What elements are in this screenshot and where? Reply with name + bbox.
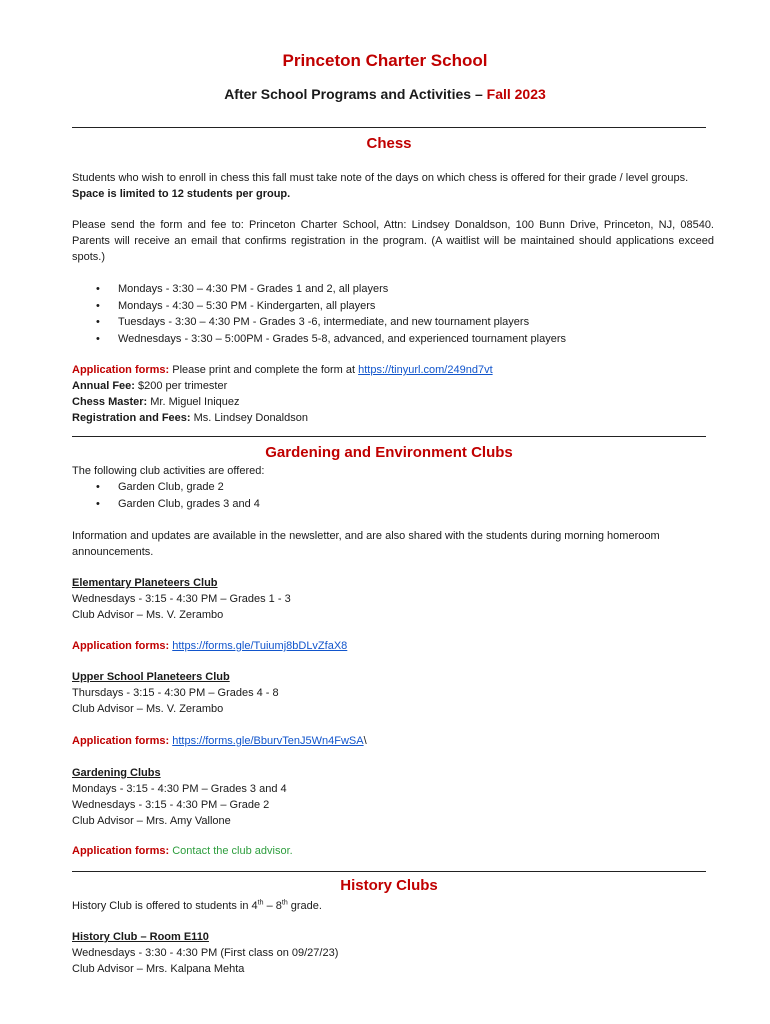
subtitle-main: After School Programs and Activities – xyxy=(224,86,487,102)
bullet-icon: • xyxy=(96,316,100,328)
subtitle-term: Fall 2023 xyxy=(486,86,546,102)
page-subtitle xyxy=(0,84,770,104)
history-club-time: Wednesdays - 3:30 - 4:30 PM (First class on 09/27/23) xyxy=(72,947,339,959)
elementary-app-label: Application forms: xyxy=(72,640,170,652)
chess-schedule-item-text: Wednesdays - 3:30 – 5:00PM - Grades 5-8, advanced, and experienced tournament players xyxy=(118,332,567,345)
divider-gardening xyxy=(72,436,706,437)
chess-intro xyxy=(72,170,714,202)
section-heading-chess: Chess xyxy=(366,135,412,152)
garden-club-item xyxy=(72,496,714,513)
garden-info: Information and updates are available in the newsletter, and are also shared with the students during morning homeroom announcements. xyxy=(72,530,660,558)
chess-schedule-list xyxy=(72,281,714,347)
chess-master-line xyxy=(72,394,714,410)
upper-club-block xyxy=(72,669,714,717)
elementary-application-link[interactable]: https://forms.gle/Tuiumj8bDLvZfaX8 xyxy=(172,640,348,652)
divider-history xyxy=(72,871,706,872)
bullet-icon: • xyxy=(96,299,100,312)
chess-registration-line xyxy=(72,410,714,426)
chess-schedule-item-text: Mondays - 3:30 – 4:30 PM - Grades 1 and 2, all players xyxy=(118,283,389,295)
history-club-advisor: Club Advisor – Mrs. Kalpana Mehta xyxy=(72,963,245,975)
bullet-icon: • xyxy=(96,283,100,295)
chess-schedule-item xyxy=(72,281,714,298)
history-intro-c: grade. xyxy=(287,900,322,912)
garden-intro: The following club activities are offered: xyxy=(72,465,265,477)
chess-fee-line xyxy=(72,378,714,394)
gardening-application-line xyxy=(72,843,714,859)
registration-label: Registration and Fees: xyxy=(72,412,191,424)
chess-app-text: Please print and complete the form at xyxy=(169,364,359,376)
history-intro xyxy=(72,898,714,914)
bullet-icon: • xyxy=(96,481,100,493)
garden-club-list xyxy=(72,479,714,512)
gardening-club-title: Gardening Clubs xyxy=(72,767,161,779)
garden-club-item-text: Garden Club, grades 3 and 4 xyxy=(118,497,260,510)
history-club-block xyxy=(72,929,714,977)
chess-details xyxy=(72,362,714,426)
chess-space-limit: Space is limited to 12 students per group. xyxy=(72,188,291,200)
gardening-club-time-1: Mondays - 3:15 - 4:30 PM – Grades 3 and 4 xyxy=(72,783,287,795)
history-intro-sup1: th xyxy=(257,899,264,907)
bullet-icon: • xyxy=(96,497,100,510)
gardening-club-time-2: Wednesdays - 3:15 - 4:30 PM – Grade 2 xyxy=(72,799,270,811)
elementary-club-title: Elementary Planeteers Club xyxy=(72,577,218,589)
upper-application-link[interactable]: https://forms.gle/BburvTenJ5Wn4FwSA xyxy=(172,735,364,747)
chess-schedule-item-text: Tuesdays - 3:30 – 4:30 PM - Grades 3 -6, intermediate, and new tournament players xyxy=(118,316,530,328)
upper-app-suffix: \ xyxy=(363,735,367,747)
garden-club-item xyxy=(72,479,714,496)
registration-value: Ms. Lindsey Donaldson xyxy=(190,412,308,424)
elementary-club-advisor: Club Advisor – Ms. V. Zerambo xyxy=(72,609,224,621)
chess-app-label: Application forms: xyxy=(72,364,170,376)
gardening-app-label: Application forms: xyxy=(72,845,170,857)
upper-club-title: Upper School Planeteers Club xyxy=(72,671,230,683)
master-value: Mr. Miguel Iniquez xyxy=(147,396,240,408)
chess-application-line xyxy=(72,362,714,378)
gardening-club-advisor: Club Advisor – Mrs. Amy Vallone xyxy=(72,815,231,827)
chess-intro-line1: Students who wish to enroll in chess this fall must take note of the days on which chess is offered for their grade / level groups. xyxy=(72,172,689,184)
chess-schedule-item xyxy=(72,298,714,315)
history-intro-a: History Club is offered to students in 4 xyxy=(72,900,258,912)
fee-value: $200 per trimester xyxy=(134,380,228,392)
master-label: Chess Master: xyxy=(72,396,148,408)
chess-schedule-item xyxy=(72,331,714,348)
upper-application-line xyxy=(72,733,714,749)
gardening-contact-text: Contact the club advisor. xyxy=(172,845,293,857)
elementary-club-block xyxy=(72,575,714,623)
elementary-application-line xyxy=(72,638,714,654)
garden-club-item-text: Garden Club, grade 2 xyxy=(118,481,224,493)
chess-schedule-item-text: Mondays - 4:30 – 5:30 PM - Kindergarten, all players xyxy=(118,299,376,312)
fee-label: Annual Fee: xyxy=(72,380,135,392)
history-club-title: History Club – Room E110 xyxy=(72,931,209,943)
upper-club-advisor: Club Advisor – Ms. V. Zerambo xyxy=(72,703,224,715)
chess-application-link[interactable]: https://tinyurl.com/249nd7vt xyxy=(358,364,493,376)
upper-app-label: Application forms: xyxy=(72,735,170,747)
upper-club-time: Thursdays - 3:15 - 4:30 PM – Grades 4 - 8 xyxy=(72,687,279,699)
page-title: Princeton Charter School xyxy=(282,51,488,70)
history-intro-sup2: th xyxy=(281,899,288,907)
divider-chess xyxy=(72,127,706,128)
history-intro-b: – 8 xyxy=(263,900,282,912)
bullet-icon: • xyxy=(96,332,100,345)
chess-send-instructions: Please send the form and fee to: Princeton Charter School, Attn: Lindsey Donaldson, 100 Bunn Drive, Princeton, NJ, 08540. Parents will receive an email that confirms registration in the program. (A waitlist will be maintained should applications exceed spots.) xyxy=(72,219,714,263)
section-heading-history: History Clubs xyxy=(340,877,438,894)
gardening-club-block xyxy=(72,765,714,829)
chess-schedule-item xyxy=(72,314,714,331)
elementary-club-time: Wednesdays - 3:15 - 4:30 PM – Grades 1 - 3 xyxy=(72,593,291,605)
section-heading-gardening: Gardening and Environment Clubs xyxy=(265,444,513,461)
